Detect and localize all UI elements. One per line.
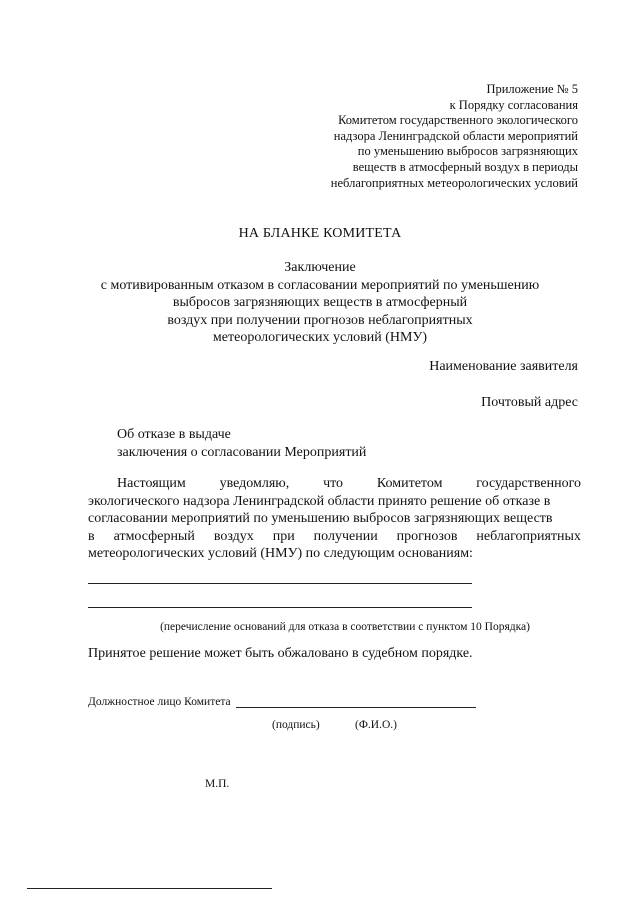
- body-word: атмосферный: [113, 528, 195, 544]
- appendix-line: по уменьшению выбросов загрязняющих: [357, 144, 578, 159]
- appeal-notice: Принятое решение может быть обжаловано в судебном порядке.: [88, 646, 473, 661]
- footnote-divider: [27, 888, 272, 889]
- notice-body: [88, 475, 581, 563]
- body-word: в: [88, 528, 95, 544]
- body-word: получении: [313, 528, 378, 544]
- reasons-blank-line: [88, 607, 472, 608]
- title-line: Заключение: [284, 260, 356, 275]
- body-word: что: [323, 476, 344, 491]
- addressee-name: Наименование заявителя: [429, 359, 578, 374]
- signature-blank-line: [236, 707, 476, 708]
- title-line: с мотивированным отказом в согласовании мероприятий по уменьшению: [100, 277, 540, 293]
- body-line: [88, 545, 581, 563]
- signature-caption: (подпись): [272, 719, 320, 731]
- appendix-line: Комитетом государственного экологического: [338, 113, 578, 128]
- title-line: метеорологических условий (НМУ): [212, 330, 428, 346]
- appendix-line: веществ в атмосферный воздух в периоды: [352, 159, 578, 174]
- body-line: [88, 528, 581, 546]
- subject-line: Об отказе в выдаче: [117, 427, 231, 442]
- body-text-line: экологического надзора Ленинградской области принято решение об отказе в: [88, 493, 551, 509]
- body-word: государственного: [476, 476, 581, 491]
- body-word: уведомляю,: [219, 476, 290, 491]
- body-word: при: [272, 528, 295, 544]
- addressee-postal-address: Почтовый адрес: [481, 395, 578, 410]
- fio-caption: (Ф.И.О.): [355, 719, 397, 731]
- appendix-line: неблагоприятных метеорологических условий: [330, 175, 578, 190]
- body-line: [88, 510, 581, 528]
- appendix-header: [278, 82, 578, 191]
- subject-line: заключения о согласовании Мероприятий: [117, 445, 367, 460]
- document-title: [60, 259, 580, 347]
- body-text-line: согласовании мероприятий по уменьшению выбросов загрязняющих веществ: [88, 511, 553, 527]
- reasons-caption: (перечисление оснований для отказа в соответствии с пунктом 10 Порядка): [160, 621, 530, 633]
- title-line: воздух при получении прогнозов неблагоприятных: [167, 312, 473, 328]
- body-line: [88, 475, 581, 493]
- subject-block: [117, 426, 366, 462]
- body-word: воздух: [213, 528, 254, 544]
- letterhead-caption: НА БЛАНКЕ КОМИТЕТА: [238, 226, 402, 241]
- body-word: Настоящим: [117, 476, 186, 491]
- stamp-place-label: М.П.: [205, 778, 230, 790]
- body-word: неблагоприятных: [476, 528, 581, 544]
- appendix-line: надзора Ленинградской области мероприятий: [333, 128, 578, 143]
- reasons-blank-line: [88, 583, 472, 584]
- body-text-line: метеорологических условий (НМУ) по следующим основаниям:: [88, 546, 473, 562]
- title-line: выбросов загрязняющих веществ в атмосферный: [172, 295, 468, 311]
- appendix-line: Приложение № 5: [486, 82, 578, 96]
- body-word: Комитетом: [376, 476, 443, 491]
- official-label: Должностное лицо Комитета: [88, 696, 231, 708]
- body-line: [88, 493, 581, 511]
- appendix-line: к Порядку согласования: [449, 97, 578, 112]
- body-word: прогнозов: [396, 528, 458, 544]
